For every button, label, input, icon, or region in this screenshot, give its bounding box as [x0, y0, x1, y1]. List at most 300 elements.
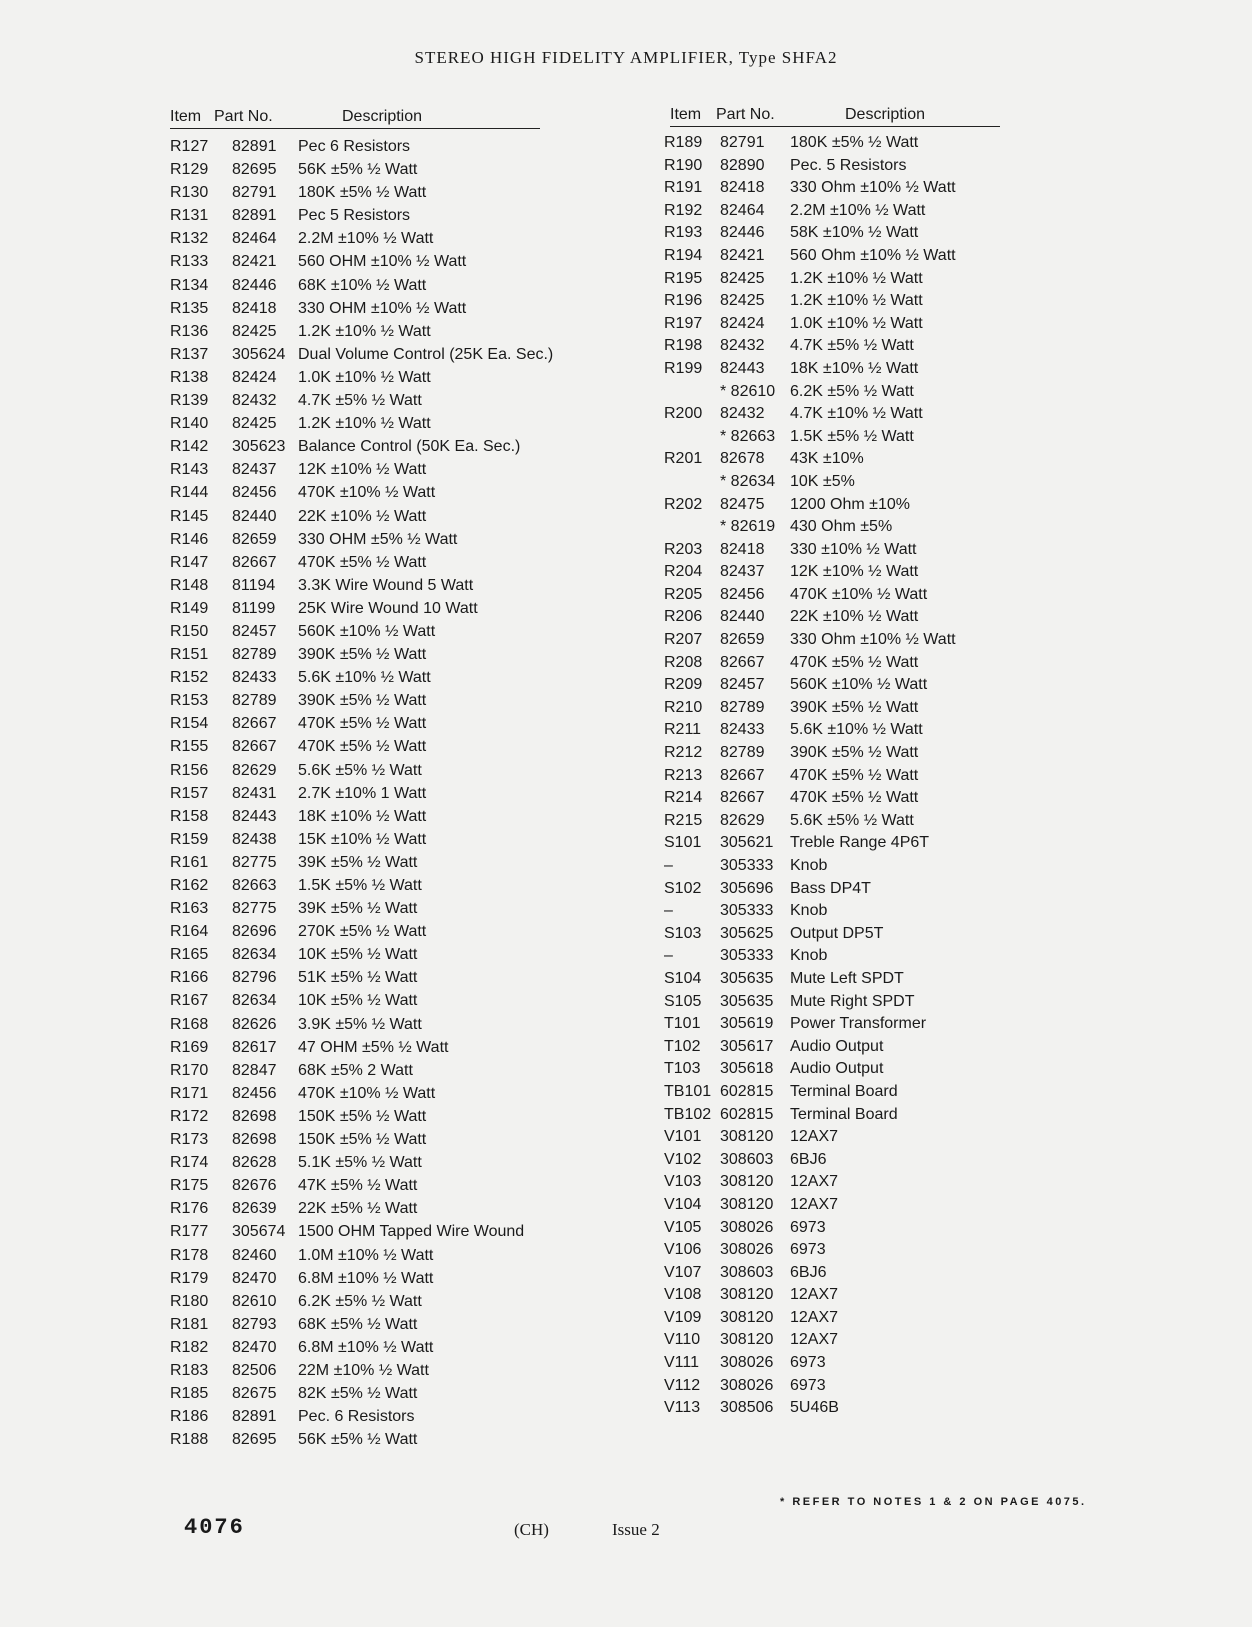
description-cell: 12AX7: [790, 1286, 839, 1304]
item-cell: V102: [664, 1150, 702, 1168]
item-cell: T103: [664, 1060, 701, 1078]
description-cell: Bass DP4T: [790, 879, 871, 897]
item-cell: R164: [170, 923, 209, 941]
item-cell: R155: [170, 738, 209, 756]
item-cell: R199: [664, 359, 703, 377]
item-cell: R186: [170, 1408, 209, 1426]
item-cell: T102: [664, 1037, 701, 1055]
part-number-cell: 82698: [232, 1131, 277, 1149]
part-number-cell: 82791: [232, 184, 277, 202]
item-cell: V107: [664, 1263, 702, 1281]
item-cell: R151: [170, 646, 209, 664]
header-description: Description: [342, 108, 423, 125]
description-cell: 560K ±10% ½ Watt: [298, 622, 436, 640]
issue-label: Issue 2: [612, 1520, 660, 1539]
description-cell: 6.8M ±10% ½ Watt: [298, 1338, 434, 1356]
item-cell: R179: [170, 1269, 209, 1287]
part-number-cell: 308120: [720, 1128, 774, 1146]
table-row: [664, 1376, 1000, 1399]
description-cell: 1.2K ±10% ½ Watt: [790, 292, 923, 310]
part-number-cell: 308026: [720, 1218, 774, 1236]
description-cell: Pec 6 Resistors: [298, 138, 411, 155]
table-row: [664, 1037, 1000, 1060]
part-number-cell: 82629: [232, 761, 277, 779]
part-number-cell: 82418: [232, 299, 277, 317]
item-cell: V105: [664, 1218, 702, 1236]
part-number-cell: 82663: [232, 877, 277, 894]
description-cell: 1.0M ±10% ½ Watt: [298, 1246, 434, 1264]
table-row: [664, 156, 1000, 179]
part-number-cell: 602815: [720, 1105, 774, 1123]
description-cell: 22K ±5% ½ Watt: [298, 1200, 418, 1218]
table-row: [664, 1172, 1000, 1195]
item-cell: R134: [170, 276, 209, 294]
description-cell: 6.8M ±10% ½ Watt: [298, 1269, 434, 1287]
item-cell: R132: [170, 230, 209, 248]
part-number-cell: 82634: [232, 946, 277, 964]
item-cell: R195: [664, 269, 703, 287]
part-number-cell: 82432: [720, 405, 765, 423]
table-row: [664, 1105, 1000, 1128]
item-cell: R152: [170, 669, 209, 687]
part-number-cell: 82695: [232, 1431, 277, 1449]
part-number-cell: 82789: [232, 692, 277, 710]
item-cell: R157: [170, 784, 209, 802]
description-cell: 2.2M ±10% ½ Watt: [298, 230, 434, 248]
part-number-cell: 82634: [232, 992, 277, 1010]
part-number-cell: 82789: [720, 744, 765, 762]
description-cell: 6.2K ±5% ½ Watt: [298, 1292, 422, 1310]
description-cell: 470K ±5% ½ Watt: [298, 738, 427, 756]
table-row: [664, 1308, 1000, 1331]
description-cell: Mute Right SPDT: [790, 992, 915, 1010]
item-cell: R175: [170, 1177, 209, 1195]
item-cell: R211: [664, 721, 702, 739]
table-row: [170, 507, 540, 530]
table-row: [170, 1130, 540, 1153]
table-row: [664, 314, 1000, 337]
item-cell: V106: [664, 1241, 702, 1259]
description-cell: 10K ±5%: [790, 472, 855, 490]
description-cell: Treble Range 4P6T: [790, 834, 930, 852]
description-cell: 12K ±10% ½ Watt: [298, 461, 427, 479]
item-cell: R183: [170, 1361, 209, 1379]
description-cell: 39K ±5% ½ Watt: [298, 853, 418, 871]
description-cell: 5.1K ±5% ½ Watt: [298, 1154, 422, 1172]
item-cell: R143: [170, 461, 209, 479]
part-number-cell: 82847: [232, 1061, 277, 1079]
part-number-cell: 82421: [720, 246, 765, 264]
description-cell: Mute Left SPDT: [790, 969, 904, 987]
item-cell: V101: [664, 1128, 702, 1146]
item-cell: –: [664, 857, 673, 874]
description-cell: 470K ±10% ½ Watt: [298, 484, 436, 502]
table-row: [664, 1398, 1000, 1421]
item-cell: R171: [170, 1084, 209, 1102]
parts-table-left: [170, 100, 554, 1453]
item-cell: R172: [170, 1107, 209, 1125]
part-number-cell: 82698: [232, 1107, 277, 1125]
description-cell: 330 OHM ±10% ½ Watt: [298, 299, 467, 317]
part-number-cell: 602815: [720, 1082, 774, 1100]
table-row: [664, 201, 1000, 224]
item-cell: R207: [664, 631, 703, 649]
table-row: [664, 585, 1000, 608]
item-cell: R144: [170, 484, 209, 502]
table-row: [170, 1199, 540, 1222]
item-cell: R190: [664, 156, 703, 174]
table-row: [170, 1084, 540, 1107]
part-number-cell: 305618: [720, 1060, 774, 1078]
item-cell: R203: [664, 540, 703, 558]
table-row: [170, 830, 540, 853]
part-number-cell: 305619: [720, 1015, 774, 1033]
item-cell: V111: [664, 1354, 699, 1372]
table-row: [664, 698, 1000, 721]
part-number-cell: 82696: [232, 923, 277, 941]
description-cell: 5.6K ±5% ½ Watt: [790, 811, 914, 829]
item-cell: V110: [664, 1331, 701, 1349]
description-cell: 330 ±10% ½ Watt: [790, 540, 917, 558]
description-cell: Pec 5 Resistors: [298, 207, 411, 225]
part-number-cell: 308603: [720, 1263, 774, 1281]
part-number-cell: 308120: [720, 1331, 774, 1349]
table-row: [170, 1407, 540, 1430]
part-number-cell: 308120: [720, 1195, 774, 1213]
part-number-cell: 82791: [720, 134, 765, 151]
table-row: [170, 1361, 540, 1384]
table-row: [664, 178, 1000, 201]
table-row: [170, 1269, 540, 1292]
description-cell: Power Transformer: [790, 1015, 927, 1033]
table-row: [664, 1195, 1000, 1218]
table-row: [670, 427, 1000, 450]
description-cell: 10K ±5% ½ Watt: [298, 946, 418, 964]
description-cell: 6.2K ±5% ½ Watt: [790, 382, 914, 400]
item-cell: R197: [664, 314, 703, 332]
table-row: [664, 788, 1000, 811]
table-row: [170, 530, 540, 553]
item-cell: V109: [664, 1308, 702, 1326]
table-row: [170, 1153, 540, 1176]
part-number-cell: 82425: [720, 292, 765, 310]
item-cell: R158: [170, 807, 209, 825]
item-cell: R154: [170, 715, 209, 733]
description-cell: 15K ±10% ½ Watt: [298, 830, 427, 848]
table-row: [170, 183, 540, 206]
description-cell: 6973: [790, 1354, 826, 1372]
table-row: [170, 299, 540, 322]
description-cell: 12AX7: [790, 1173, 839, 1191]
part-number-cell: 82789: [720, 698, 765, 716]
table-row: [170, 229, 540, 252]
description-cell: 47K ±5% ½ Watt: [298, 1177, 418, 1195]
table-row: [664, 720, 1000, 743]
table-row: [170, 968, 540, 991]
table-row: [664, 833, 1000, 856]
table-row: [664, 811, 1000, 834]
item-cell: R204: [664, 563, 703, 581]
table-row: [170, 1246, 540, 1269]
description-cell: 470K ±5% ½ Watt: [298, 553, 427, 571]
item-cell: R177: [170, 1223, 209, 1241]
description-cell: 330 OHM ±5% ½ Watt: [298, 530, 458, 548]
part-number-cell: 82418: [720, 540, 765, 558]
table-row: [664, 133, 1000, 156]
item-cell: R178: [170, 1246, 209, 1264]
item-cell: R196: [664, 292, 703, 310]
part-number-cell: 82891: [232, 138, 277, 155]
item-cell: R182: [170, 1338, 209, 1356]
description-cell: 5.6K ±5% ½ Watt: [298, 761, 422, 779]
part-number-cell: 82424: [720, 314, 765, 332]
part-number-cell: 82789: [232, 646, 277, 664]
table-row: [170, 714, 540, 737]
description-cell: 43K ±10%: [790, 450, 864, 468]
part-number-cell: 82891: [232, 207, 277, 225]
part-number-cell: 308506: [720, 1399, 774, 1417]
part-number-cell: 82667: [720, 766, 765, 784]
table-row: [170, 160, 540, 183]
description-cell: 58K ±10% ½ Watt: [790, 224, 919, 242]
description-cell: 1.2K ±10% ½ Watt: [298, 415, 431, 433]
table-row: [170, 322, 540, 345]
part-number-cell: 82470: [232, 1269, 277, 1287]
table-row: [170, 483, 540, 506]
description-cell: Pec. 6 Resistors: [298, 1408, 415, 1426]
description-cell: 470K ±5% ½ Watt: [790, 653, 919, 671]
item-cell: R165: [170, 946, 209, 964]
description-cell: 1.2K ±10% ½ Watt: [298, 322, 431, 340]
part-number-cell: 82433: [232, 669, 277, 687]
header-item: Item: [170, 108, 202, 125]
table-row: [170, 276, 540, 299]
item-cell: R170: [170, 1061, 209, 1079]
page-number: 4076: [184, 1515, 245, 1540]
table-row: [664, 359, 1000, 382]
part-number-cell: 305333: [720, 947, 774, 965]
description-cell: 4.7K ±5% ½ Watt: [298, 392, 422, 410]
description-cell: 390K ±5% ½ Watt: [790, 744, 919, 762]
description-cell: 470K ±5% ½ Watt: [790, 766, 919, 784]
table-row: [170, 1107, 540, 1130]
part-number-cell: 82775: [232, 853, 277, 871]
part-number-cell: 308120: [720, 1286, 774, 1304]
description-cell: 6BJ6: [790, 1150, 827, 1168]
description-cell: 18K ±10% ½ Watt: [790, 359, 919, 377]
description-cell: 51K ±5% ½ Watt: [298, 969, 418, 987]
table-row: [664, 630, 1000, 653]
table-row: [170, 876, 540, 899]
description-cell: 150K ±5% ½ Watt: [298, 1131, 427, 1149]
part-number-cell: 82775: [232, 900, 277, 918]
item-cell: R159: [170, 830, 209, 848]
part-number-cell: 82432: [232, 392, 277, 410]
item-cell: R135: [170, 299, 209, 317]
part-number-cell: 82659: [720, 631, 765, 649]
header-item: Item: [670, 106, 702, 123]
description-cell: 390K ±5% ½ Watt: [298, 692, 427, 710]
description-cell: 1.0K ±10% ½ Watt: [790, 314, 923, 332]
part-number-cell: 305333: [720, 902, 774, 920]
part-number-cell: 305635: [720, 969, 774, 987]
table-row: [170, 784, 540, 807]
table-row: [170, 1338, 540, 1361]
description-cell: 68K ±5% ½ Watt: [298, 1315, 418, 1333]
table-row: [170, 1176, 540, 1199]
part-number-cell: 308026: [720, 1354, 774, 1372]
part-number-cell: 82418: [720, 179, 765, 197]
item-cell: R188: [170, 1431, 209, 1449]
part-number-cell: 81199: [232, 599, 276, 617]
item-cell: R142: [170, 438, 209, 456]
table-row: [664, 901, 1000, 924]
part-number-cell: 305333: [720, 857, 774, 874]
description-cell: Output DP5T: [790, 924, 884, 942]
description-cell: Knob: [790, 902, 828, 920]
part-number-cell: 82793: [232, 1315, 277, 1333]
part-number-cell: 82629: [720, 811, 765, 829]
item-cell: R127: [170, 138, 209, 155]
item-cell: R147: [170, 553, 209, 571]
description-cell: 6973: [790, 1241, 826, 1259]
item-cell: TB101: [664, 1082, 712, 1100]
description-cell: 330 Ohm ±10% ½ Watt: [790, 631, 956, 649]
part-number-cell: 82440: [232, 507, 277, 525]
part-number-cell: 82667: [720, 789, 765, 807]
part-number-cell: 82456: [720, 585, 765, 603]
part-number-cell: 82443: [720, 359, 765, 377]
part-number-cell: 82475: [720, 495, 765, 513]
description-cell: 1200 Ohm ±10%: [790, 495, 910, 513]
description-cell: Audio Output: [790, 1037, 884, 1055]
part-number-cell: 308120: [720, 1308, 774, 1326]
part-number-cell: 82891: [232, 1408, 277, 1426]
description-cell: 12AX7: [790, 1128, 839, 1146]
table-row: [170, 1222, 540, 1245]
table-row: [664, 653, 1000, 676]
part-number-cell: 82425: [232, 415, 277, 433]
table-row: [664, 1127, 1000, 1150]
description-cell: 68K ±10% ½ Watt: [298, 276, 427, 294]
table-row: [670, 472, 1000, 495]
table-row: [664, 675, 1000, 698]
table-row: [170, 1015, 540, 1038]
rows-left: [170, 137, 554, 1453]
part-number-cell: 305635: [720, 992, 774, 1010]
rows-right: [664, 133, 1000, 1421]
table-row: [664, 1353, 1000, 1376]
description-cell: 12AX7: [790, 1195, 839, 1213]
item-cell: R206: [664, 608, 703, 626]
part-number-cell: 82431: [232, 784, 277, 802]
item-cell: R167: [170, 992, 209, 1010]
part-number-cell: 82610: [232, 1292, 277, 1310]
description-cell: Pec. 5 Resistors: [790, 156, 907, 174]
item-cell: R137: [170, 345, 209, 363]
item-cell: R191: [664, 179, 703, 197]
part-number-cell: 308603: [720, 1150, 774, 1168]
description-cell: 68K ±5% 2 Watt: [298, 1061, 413, 1079]
description-cell: Terminal Board: [790, 1082, 898, 1100]
description-cell: 180K ±5% ½ Watt: [790, 134, 919, 151]
item-cell: R200: [664, 405, 703, 423]
description-cell: 430 Ohm ±5%: [790, 518, 893, 536]
item-cell: R136: [170, 322, 209, 340]
item-cell: R194: [664, 246, 703, 264]
item-cell: T101: [664, 1015, 701, 1033]
part-number-cell: 82424: [232, 368, 277, 386]
item-cell: R174: [170, 1154, 209, 1172]
item-cell: R201: [664, 450, 703, 468]
table-row: [664, 449, 1000, 472]
item-cell: V113: [664, 1399, 701, 1417]
table-row: [170, 1292, 540, 1315]
table-row: [664, 1150, 1000, 1173]
item-cell: S101: [664, 834, 702, 852]
part-number-cell: 82438: [232, 830, 277, 848]
table-header-left: [170, 100, 540, 129]
part-number-cell: 82421: [232, 253, 277, 271]
table-row: [170, 622, 540, 645]
table-row: [170, 737, 540, 760]
item-cell: R193: [664, 224, 703, 242]
table-row: [170, 252, 540, 275]
table-row: [664, 1014, 1000, 1037]
table-row: [664, 404, 1000, 427]
item-cell: R208: [664, 653, 703, 671]
item-cell: –: [664, 947, 673, 965]
item-cell: R150: [170, 622, 209, 640]
header-description: Description: [845, 106, 926, 123]
table-row: [664, 540, 1000, 563]
table-row: [170, 460, 540, 483]
table-row: [664, 246, 1000, 269]
description-cell: Terminal Board: [790, 1105, 898, 1123]
part-number-cell: 82456: [232, 1084, 277, 1102]
description-cell: 180K ±5% ½ Watt: [298, 184, 427, 202]
item-cell: R176: [170, 1200, 209, 1218]
part-number-cell: 82667: [232, 738, 277, 756]
part-number-cell: 305696: [720, 879, 774, 897]
part-number-cell: 82695: [232, 161, 277, 179]
item-cell: R213: [664, 766, 703, 784]
table-row: [170, 761, 540, 784]
item-cell: R146: [170, 530, 209, 548]
description-cell: 470K ±5% ½ Watt: [298, 715, 427, 733]
item-cell: R202: [664, 495, 703, 513]
table-row: [664, 946, 1000, 969]
description-cell: 12AX7: [790, 1331, 839, 1349]
part-number-cell: 82667: [232, 715, 277, 733]
part-number-cell: 82628: [232, 1154, 277, 1172]
parts-table-right: [664, 98, 1000, 1421]
item-cell: R215: [664, 811, 703, 829]
description-cell: 2.7K ±10% 1 Watt: [298, 784, 427, 802]
table-row: [664, 743, 1000, 766]
table-row: [170, 206, 540, 229]
part-number-cell: 82678: [720, 450, 765, 468]
table-row: [170, 1384, 540, 1407]
description-cell: 47 OHM ±5% ½ Watt: [298, 1038, 449, 1056]
item-cell: R161: [170, 853, 209, 871]
part-number-cell: 82667: [720, 653, 765, 671]
description-cell: 1500 OHM Tapped Wire Wound: [298, 1223, 525, 1241]
description-cell: 56K ±5% ½ Watt: [298, 161, 418, 179]
item-cell: R209: [664, 676, 703, 694]
part-number-cell: 305623: [232, 438, 286, 456]
table-row: [664, 879, 1000, 902]
